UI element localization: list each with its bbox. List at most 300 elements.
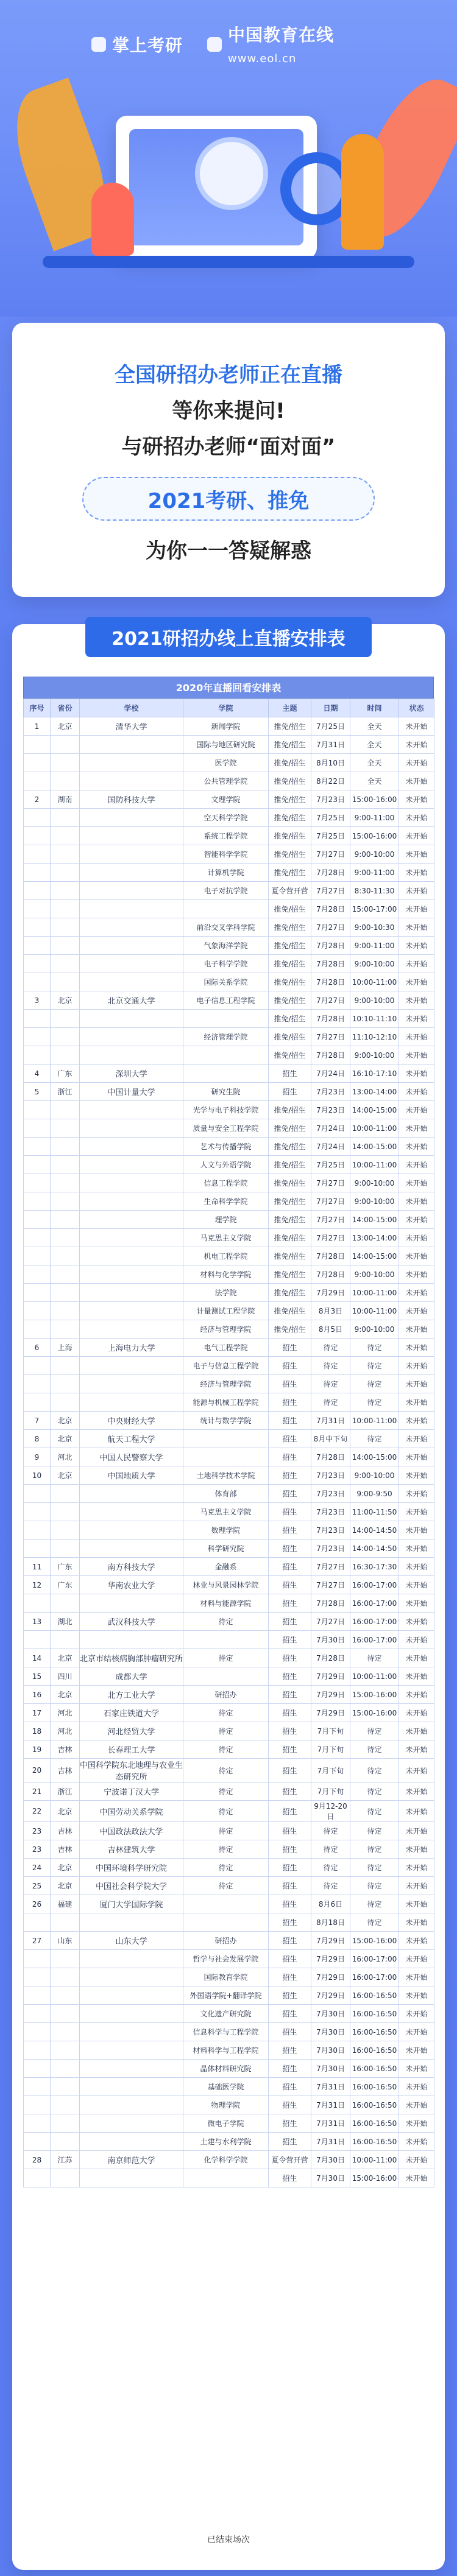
table-cell: 推免/招生 — [269, 1138, 311, 1156]
table-cell: 招生 — [269, 1913, 311, 1932]
schedule-card — [12, 624, 445, 2570]
table-cell: 厦门大学国际学院 — [80, 1895, 183, 1913]
table-cell: 推免/招生 — [269, 790, 311, 809]
table-cell: 7月30日 — [311, 2169, 350, 2187]
table-cell: 未开始 — [399, 1950, 434, 1968]
table-header-cell: 序号 — [24, 699, 51, 717]
table-cell — [80, 1320, 183, 1339]
table-row — [24, 991, 434, 1010]
table-cell: 未开始 — [399, 736, 434, 754]
table-cell: 7月28日 — [311, 1448, 350, 1466]
table-row — [24, 955, 434, 973]
table-cell: 北京市结核病胸部肿瘤研究所 — [80, 1649, 183, 1667]
table-cell: 电子信息工程学院 — [183, 991, 269, 1010]
table-row — [24, 918, 434, 937]
table-cell: 15:00-16:00 — [350, 790, 399, 809]
table-cell: 未开始 — [399, 827, 434, 845]
table-cell: 经济与管理学院 — [183, 1375, 269, 1393]
table-cell: 16:00-16:50 — [350, 2078, 399, 2096]
table-cell — [24, 1393, 51, 1412]
table-cell — [51, 772, 80, 790]
table-cell: 9 — [24, 1448, 51, 1466]
table-cell: 推免/招生 — [269, 1229, 311, 1247]
table-cell: 待定 — [183, 1740, 269, 1759]
table-cell: 推免/招生 — [269, 1192, 311, 1211]
graduation-cap-icon — [91, 37, 106, 52]
table-row — [24, 2169, 434, 2187]
table-cell: 推免/招生 — [269, 1156, 311, 1174]
table-cell: 中国劳动关系学院 — [80, 1801, 183, 1822]
table-cell — [51, 1211, 80, 1229]
table-cell: 招生 — [269, 2096, 311, 2114]
table-cell: 未开始 — [399, 2005, 434, 2023]
table-cell — [80, 864, 183, 882]
table-cell — [24, 1284, 51, 1302]
table-cell: 9:00-10:00 — [350, 991, 399, 1010]
table-cell: 待定 — [183, 1759, 269, 1782]
table-cell: 吉林 — [51, 1822, 80, 1840]
table-header-cell: 日期 — [311, 699, 350, 717]
table-cell — [51, 2041, 80, 2060]
table-row — [24, 1932, 434, 1950]
table-cell: 7月28日 — [311, 1594, 350, 1613]
table-cell — [80, 754, 183, 772]
table-cell: 文理学院 — [183, 790, 269, 809]
table-cell: 研招办 — [183, 1686, 269, 1704]
table-cell: 22 — [24, 1801, 51, 1822]
table-cell — [80, 1521, 183, 1540]
table-cell: 7月24日 — [311, 1119, 350, 1138]
table-row — [24, 2078, 434, 2096]
table-cell: 7月25日 — [311, 809, 350, 827]
table-cell: 招生 — [269, 1686, 311, 1704]
table-row — [24, 1119, 434, 1138]
table-cell: 电气工程学院 — [183, 1339, 269, 1357]
table-cell — [24, 2005, 51, 2023]
brand-right-main: 中国教育在线 — [228, 25, 335, 45]
table-cell: 未开始 — [399, 1083, 434, 1101]
table-cell: 未开始 — [399, 937, 434, 955]
table-cell: 智能科学学院 — [183, 845, 269, 864]
table-cell: 林业与风景园林学院 — [183, 1576, 269, 1594]
table-row — [24, 1540, 434, 1558]
table-cell: 10:00-11:00 — [350, 1302, 399, 1320]
table-row — [24, 1357, 434, 1375]
table-cell: 13:00-14:00 — [350, 1229, 399, 1247]
table-cell — [80, 2005, 183, 2023]
table-cell: 金融系 — [183, 1558, 269, 1576]
table-cell: 北京 — [51, 1412, 80, 1430]
table-cell: 未开始 — [399, 1174, 434, 1192]
table-cell: 信息工程学院 — [183, 1174, 269, 1192]
table-cell — [51, 900, 80, 918]
table-cell: 16:00-17:00 — [350, 1613, 399, 1631]
table-cell: 未开始 — [399, 1156, 434, 1174]
table-cell: 文化遗产研究院 — [183, 2005, 269, 2023]
table-cell — [24, 1138, 51, 1156]
table-row — [24, 1782, 434, 1801]
table-cell: 7月27日 — [311, 991, 350, 1010]
table-cell: 7月27日 — [311, 1229, 350, 1247]
table-cell — [51, 1119, 80, 1138]
table-cell: 16:00-16:50 — [350, 2005, 399, 2023]
table-cell: 待定 — [183, 1877, 269, 1895]
table-cell — [80, 1046, 183, 1065]
table-cell — [24, 1987, 51, 2005]
table-cell: 13:00-14:00 — [350, 1083, 399, 1101]
table-cell — [80, 809, 183, 827]
table-cell: 质量与安全工程学院 — [183, 1119, 269, 1138]
table-row — [24, 1320, 434, 1339]
table-cell — [51, 1046, 80, 1065]
table-cell: 推免/招生 — [269, 918, 311, 937]
table-cell: 哲学与社会发展学院 — [183, 1950, 269, 1968]
table-cell: 研招办 — [183, 1932, 269, 1950]
table-row — [24, 1284, 434, 1302]
table-cell: 7月29日 — [311, 1704, 350, 1722]
table-row — [24, 2041, 434, 2060]
table-row — [24, 1704, 434, 1722]
table-cell: 5 — [24, 1083, 51, 1101]
table-cell: 10:00-11:00 — [350, 1412, 399, 1430]
table-cell: 9:00-10:00 — [350, 1265, 399, 1284]
table-cell: 中国地质大学 — [80, 1466, 183, 1485]
table-cell: 8月18日 — [311, 1913, 350, 1932]
table-cell: 7月30日 — [311, 2005, 350, 2023]
table-cell: 中国环境科学研究院 — [80, 1859, 183, 1877]
table-cell — [80, 1357, 183, 1375]
table-row — [24, 790, 434, 809]
table-cell: 7月下旬 — [311, 1740, 350, 1759]
table-cell: 招生 — [269, 1540, 311, 1558]
table-cell: 招生 — [269, 2114, 311, 2133]
table-cell: 推免/招生 — [269, 809, 311, 827]
table-cell: 招生 — [269, 1393, 311, 1412]
table-cell: 9:00-10:00 — [350, 1174, 399, 1192]
table-cell: 推免/招生 — [269, 1010, 311, 1028]
table-cell — [24, 1101, 51, 1119]
table-cell: 待定 — [350, 1722, 399, 1740]
table-cell — [51, 937, 80, 955]
table-cell: 推免/招生 — [269, 845, 311, 864]
table-cell — [80, 1987, 183, 2005]
table-row — [24, 754, 434, 772]
table-cell: 9:00-10:00 — [350, 1466, 399, 1485]
table-cell: 统计与数学学院 — [183, 1412, 269, 1430]
table-cell: 中国人民警察大学 — [80, 1448, 183, 1466]
table-cell: 10:10-11:10 — [350, 1010, 399, 1028]
table-cell: 14:00-14:50 — [350, 1521, 399, 1540]
table-cell: 夏令营开营 — [269, 2151, 311, 2169]
table-cell: 7月31日 — [311, 2096, 350, 2114]
table-row — [24, 2151, 434, 2169]
table-cell: 招生 — [269, 2041, 311, 2060]
table-cell: 浙江 — [51, 1083, 80, 1101]
table-cell: 系统工程学院 — [183, 827, 269, 845]
table-cell: 7月28日 — [311, 973, 350, 991]
table-cell — [24, 2133, 51, 2151]
table-cell: 14:00-15:00 — [350, 1101, 399, 1119]
table-row — [24, 1576, 434, 1594]
table-cell: 中国政法政法大学 — [80, 1822, 183, 1840]
table-cell — [51, 2023, 80, 2041]
table-cell — [51, 1631, 80, 1649]
table-cell: 光学与电子科技学院 — [183, 1101, 269, 1119]
table-cell: 未开始 — [399, 1932, 434, 1950]
table-cell: 河北经贸大学 — [80, 1722, 183, 1740]
table-cell: 未开始 — [399, 809, 434, 827]
table-cell: 深圳大学 — [80, 1065, 183, 1083]
table-cell: 土建与水利学院 — [183, 2133, 269, 2151]
table-cell: 电子对抗学院 — [183, 882, 269, 900]
table-cell — [24, 937, 51, 955]
table-cell — [24, 827, 51, 845]
table-cell: 7月27日 — [311, 1028, 350, 1046]
table-cell — [183, 1448, 269, 1466]
table-cell — [51, 1284, 80, 1302]
table-cell: 基础医学院 — [183, 2078, 269, 2096]
table-cell: 14:00-15:00 — [350, 1448, 399, 1466]
table-cell: 7月23日 — [311, 1485, 350, 1503]
table-cell — [24, 1265, 51, 1284]
table-cell: 7月27日 — [311, 1613, 350, 1631]
table-cell: 北京 — [51, 1801, 80, 1822]
table-cell: 未开始 — [399, 1339, 434, 1357]
table-cell — [80, 2114, 183, 2133]
table-cell — [24, 1357, 51, 1375]
table-row — [24, 937, 434, 955]
table-cell: 推免/招生 — [269, 1174, 311, 1192]
table-cell: 招生 — [269, 1649, 311, 1667]
table-cell: 四川 — [51, 1667, 80, 1686]
table-cell — [24, 1594, 51, 1613]
table-cell: 未开始 — [399, 772, 434, 790]
table-cell: 吉林 — [51, 1840, 80, 1859]
table-cell: 招生 — [269, 1782, 311, 1801]
table-cell: 16:00-17:00 — [350, 1968, 399, 1987]
table-cell — [51, 1521, 80, 1540]
table-cell: 待定 — [350, 1339, 399, 1357]
table-cell — [51, 1302, 80, 1320]
table-cell: 6 — [24, 1339, 51, 1357]
table-cell — [51, 2096, 80, 2114]
table-cell — [80, 1913, 183, 1932]
table-cell: 15:00-16:00 — [350, 2169, 399, 2187]
table-cell: 未开始 — [399, 900, 434, 918]
table-row — [24, 1393, 434, 1412]
table-cell: 计量测试工程学院 — [183, 1302, 269, 1320]
table-cell — [80, 937, 183, 955]
table-cell: 7月28日 — [311, 937, 350, 955]
table-cell — [51, 882, 80, 900]
table-cell — [51, 1540, 80, 1558]
table-cell: 国际与地区研究院 — [183, 736, 269, 754]
table-cell: 未开始 — [399, 1046, 434, 1065]
table-row — [24, 1968, 434, 1987]
table-body — [24, 717, 434, 2187]
promo-pill: 2021考研、推免 — [82, 477, 375, 521]
table-cell: 7月下旬 — [311, 1759, 350, 1782]
table-cell — [51, 864, 80, 882]
table-cell: 23 — [24, 1822, 51, 1840]
table-cell: 9:00-10:30 — [350, 918, 399, 937]
table-cell: 北京 — [51, 1430, 80, 1448]
table-cell: 16:00-17:00 — [350, 1950, 399, 1968]
table-cell: 成都大学 — [80, 1667, 183, 1686]
table-cell: 待定 — [350, 1913, 399, 1932]
table-cell: 福建 — [51, 1895, 80, 1913]
table-cell: 7月30日 — [311, 2041, 350, 2060]
table-cell: 南方科技大学 — [80, 1558, 183, 1576]
table-cell — [24, 1968, 51, 1987]
table-cell — [51, 1968, 80, 1987]
table-row — [24, 1028, 434, 1046]
table-cell: 推免/招生 — [269, 1265, 311, 1284]
table-cell: 7月25日 — [311, 717, 350, 736]
table-cell: 招生 — [269, 1558, 311, 1576]
table-cell — [24, 2096, 51, 2114]
table-cell — [183, 1046, 269, 1065]
table-row — [24, 1466, 434, 1485]
table-cell: 招生 — [269, 1576, 311, 1594]
table-cell — [80, 1265, 183, 1284]
table-cell: 15:00-16:00 — [350, 1932, 399, 1950]
table-cell: 未开始 — [399, 1284, 434, 1302]
table-cell: 7月27日 — [311, 1192, 350, 1211]
person-left-icon — [91, 183, 134, 256]
table-cell: 中国科学院东北地理与农业生态研究所 — [80, 1759, 183, 1782]
table-cell — [51, 845, 80, 864]
table-cell: 未开始 — [399, 1859, 434, 1877]
table-cell — [183, 1065, 269, 1083]
table-cell: 广东 — [51, 1558, 80, 1576]
avatar-icon — [195, 137, 268, 210]
table-cell: 未开始 — [399, 1192, 434, 1211]
table-cell: 物理学院 — [183, 2096, 269, 2114]
table-cell — [80, 1138, 183, 1156]
table-cell — [51, 2060, 80, 2078]
table-cell: 广东 — [51, 1576, 80, 1594]
table-cell: 16 — [24, 1686, 51, 1704]
table-cell: 9:00-11:00 — [350, 809, 399, 827]
table-row — [24, 1156, 434, 1174]
table-cell: 招生 — [269, 2133, 311, 2151]
table-cell: 未开始 — [399, 1877, 434, 1895]
table-cell: 7月31日 — [311, 2078, 350, 2096]
table-cell — [51, 1265, 80, 1284]
table-cell — [51, 809, 80, 827]
table-cell: 推免/招生 — [269, 937, 311, 955]
table-cell: 未开始 — [399, 1247, 434, 1265]
table-cell: 10:00-11:00 — [350, 1119, 399, 1138]
table-cell — [51, 1393, 80, 1412]
table-cell — [24, 2169, 51, 2187]
table-cell: 11 — [24, 1558, 51, 1576]
table-cell: 全天 — [350, 754, 399, 772]
table-footer-note: 已结束场次 — [207, 2535, 250, 2545]
table-cell — [80, 1211, 183, 1229]
table-cell: 16:00-16:50 — [350, 2133, 399, 2151]
table-cell: 推免/招生 — [269, 754, 311, 772]
table-cell: 3 — [24, 991, 51, 1010]
table-row — [24, 1667, 434, 1686]
table-cell: 机电工程学院 — [183, 1247, 269, 1265]
table-row — [24, 1521, 434, 1540]
table-cell: 未开始 — [399, 864, 434, 882]
table-cell: 未开始 — [399, 1065, 434, 1083]
table-cell: 招生 — [269, 1932, 311, 1950]
table-cell: 9:00-11:00 — [350, 937, 399, 955]
table-cell: 招生 — [269, 1801, 311, 1822]
table-cell: 8月3日 — [311, 1302, 350, 1320]
table-cell: 待定 — [183, 1782, 269, 1801]
table-cell — [24, 1119, 51, 1138]
table-cell: 4 — [24, 1065, 51, 1083]
table-cell: 13 — [24, 1613, 51, 1631]
table-cell: 未开始 — [399, 2041, 434, 2060]
table-cell — [24, 754, 51, 772]
table-row — [24, 1265, 434, 1284]
table-cell: 10:00-11:00 — [350, 973, 399, 991]
table-row — [24, 1877, 434, 1895]
table-cell: 11:10-12:10 — [350, 1028, 399, 1046]
table-cell: 未开始 — [399, 1393, 434, 1412]
table-cell — [80, 1284, 183, 1302]
table-cell: 招生 — [269, 1412, 311, 1430]
table-cell: 华南农业大学 — [80, 1576, 183, 1594]
table-cell: 待定 — [183, 1613, 269, 1631]
table-cell: 土地科学技术学院 — [183, 1466, 269, 1485]
table-cell — [24, 2114, 51, 2133]
table-cell: 15:00-16:00 — [350, 827, 399, 845]
table-cell: 未开始 — [399, 1722, 434, 1740]
table-cell: 招生 — [269, 1594, 311, 1613]
table-row — [24, 1594, 434, 1613]
table-cell — [80, 882, 183, 900]
table-cell — [24, 1010, 51, 1028]
table-cell — [183, 2169, 269, 2187]
table-cell: 南京师范大学 — [80, 2151, 183, 2169]
table-cell: 7月25日 — [311, 1156, 350, 1174]
table-cell: 未开始 — [399, 973, 434, 991]
table-cell: 8:30-11:30 — [350, 882, 399, 900]
table-cell: 信息科学与工程学院 — [183, 2023, 269, 2041]
table-cell: 未开始 — [399, 1320, 434, 1339]
table-cell — [51, 1594, 80, 1613]
table-cell: 招生 — [269, 1357, 311, 1375]
table-cell: 广东 — [51, 1065, 80, 1083]
table-cell: 未开始 — [399, 1119, 434, 1138]
table-row — [24, 1913, 434, 1932]
table-cell — [24, 2023, 51, 2041]
table-cell — [24, 809, 51, 827]
table-cell: 招生 — [269, 1759, 311, 1782]
table-cell: 11:00-11:50 — [350, 1503, 399, 1521]
table-cell: 全天 — [350, 772, 399, 790]
table-cell: 7月28日 — [311, 1247, 350, 1265]
table-cell: 公共管理学院 — [183, 772, 269, 790]
table-cell: 体育部 — [183, 1485, 269, 1503]
table-cell: 7月下旬 — [311, 1722, 350, 1740]
table-cell — [51, 2133, 80, 2151]
table-cell: 招生 — [269, 2005, 311, 2023]
table-cell: 未开始 — [399, 845, 434, 864]
table-cell — [80, 1010, 183, 1028]
table-cell — [183, 1010, 269, 1028]
table-cell — [51, 1503, 80, 1521]
table-cell: 马克思主义学院 — [183, 1503, 269, 1521]
table-cell — [183, 1430, 269, 1448]
